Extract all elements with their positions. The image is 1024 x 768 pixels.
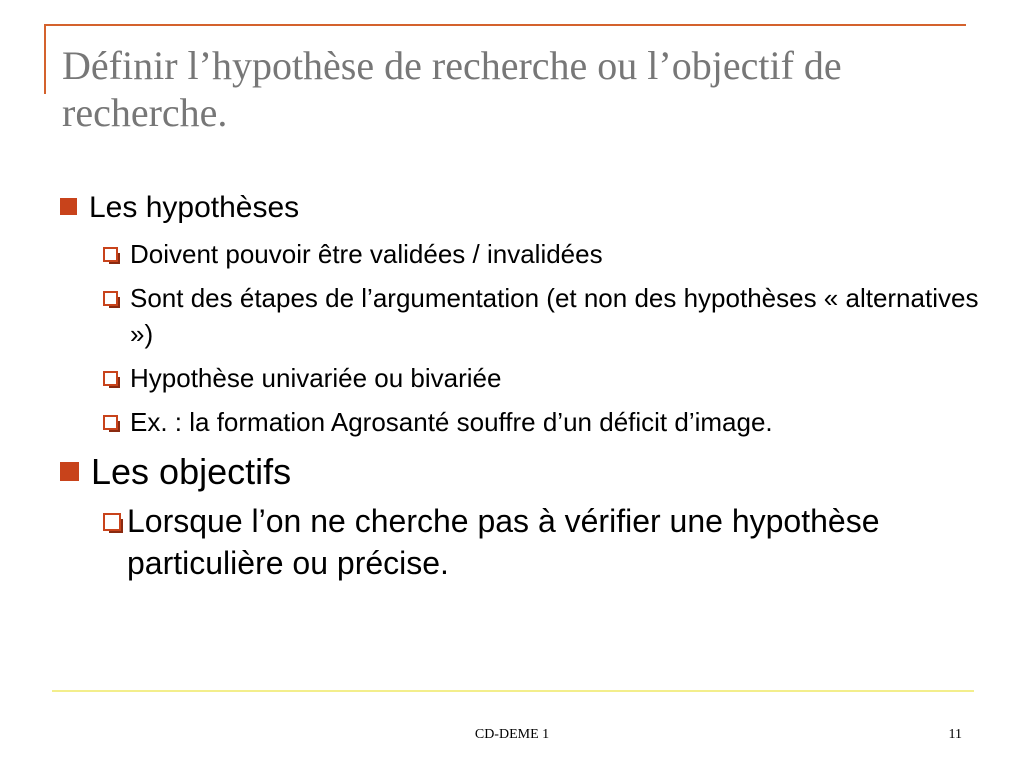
- title-frame-top-rule: [44, 24, 966, 26]
- list-item-text: Doivent pouvoir être validées / invalidées: [130, 239, 603, 269]
- list-item-text: Ex. : la formation Agrosanté souffre d’un déficit d’image.: [130, 407, 773, 437]
- footer-rule: [52, 690, 974, 692]
- list-item: [103, 236, 990, 272]
- square-bullet-icon: [60, 198, 77, 215]
- section-heading: Les objectifs: [91, 451, 292, 492]
- list-item: [103, 280, 990, 352]
- slide-content: [60, 188, 990, 584]
- title-frame-left-rule: [44, 24, 46, 94]
- checkbox-bullet-icon: [103, 415, 118, 430]
- list-item-text: Hypothèse univariée ou bivariée: [130, 363, 502, 393]
- checkbox-bullet-icon: [103, 513, 121, 531]
- checkbox-bullet-icon: [103, 371, 118, 386]
- checkbox-bullet-icon: [103, 247, 118, 262]
- footer-label: CD-DEME 1: [474, 727, 550, 742]
- list-item: [103, 404, 990, 440]
- list-item: [103, 360, 990, 396]
- section-hypotheses: [60, 188, 990, 228]
- section-heading: Les hypothèses: [89, 191, 300, 224]
- list-item: [103, 500, 990, 584]
- list-item-text: Sont des étapes de l’argumentation (et non des hypothèses « alternatives »): [130, 283, 979, 349]
- list-item-text: Lorsque l’on ne cherche pas à vérifier une hypothèse particulière ou précise.: [127, 503, 880, 581]
- page-number: 11: [948, 727, 962, 742]
- slide-title: Définir l’hypothèse de recherche ou l’objectif de recherche.: [62, 43, 842, 135]
- checkbox-bullet-icon: [103, 291, 118, 306]
- square-bullet-icon: [60, 462, 79, 481]
- section-objectives: [60, 450, 990, 494]
